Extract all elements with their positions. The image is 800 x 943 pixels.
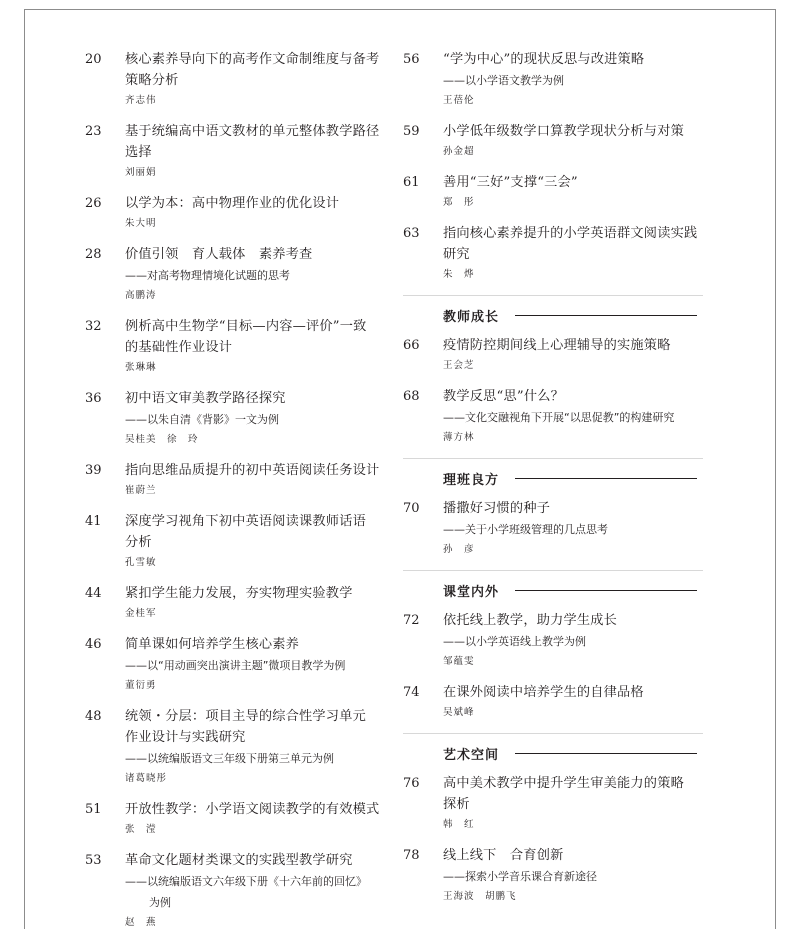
entry-body (125, 799, 385, 839)
article-author: 朱大明 (125, 218, 157, 229)
article-author: 高鹏涛 (125, 290, 157, 301)
article-author: 董衍勇 (125, 680, 157, 691)
article-title: 线上线下 合育创新 (443, 848, 564, 863)
section-rule (515, 478, 697, 479)
page-number: 23 (85, 124, 102, 139)
article-title: 统领・分层：项目主导的综合性学习单元 (125, 709, 366, 724)
article-author: 邹蕴雯 (443, 656, 475, 667)
article-subtitle: ——探索小学音乐课合育新途径 (443, 870, 597, 883)
article-author: 齐志伟 (125, 95, 157, 106)
entry-body (443, 49, 703, 110)
toc-entry (85, 511, 385, 572)
entry-body (125, 244, 385, 305)
article-title: 以学为本：高中物理作业的优化设计 (125, 196, 340, 211)
entry-body (125, 850, 385, 932)
article-title: 高中美术教学中提升学生审美能力的策略 (443, 776, 684, 791)
section-title: 教师成长 (443, 310, 500, 325)
article-author: 王蓓伦 (443, 95, 475, 106)
toc-entry (85, 193, 385, 233)
page-number: 53 (85, 853, 102, 868)
article-title: 疫情防控期间线上心理辅导的实施策略 (443, 338, 671, 353)
article-title: 探析 (443, 797, 470, 812)
page-number: 74 (403, 685, 420, 700)
article-author: 王会芝 (443, 360, 475, 371)
entry-body (125, 706, 385, 788)
article-subtitle: ——对高考物理情境化试题的思考 (125, 269, 290, 282)
article-title: 作业设计与实践研究 (125, 730, 246, 745)
toc-entry (403, 335, 703, 375)
toc-entry (85, 634, 385, 695)
article-title: 善用“三好”支撑“三会” (443, 175, 578, 190)
article-subtitle: ——以朱自清《背影》一文为例 (125, 413, 279, 426)
article-author: 张 滢 (125, 824, 157, 835)
entry-body (443, 845, 703, 906)
article-author: 孙 彦 (443, 544, 475, 555)
toc-entry (403, 498, 703, 559)
toc-entry (403, 682, 703, 722)
entry-body (443, 610, 703, 671)
page-number: 70 (403, 501, 420, 516)
article-author: 孙金超 (443, 146, 475, 157)
toc-entry (403, 610, 703, 671)
entry-body (443, 172, 703, 212)
article-title: 教学反思“思”什么？ (443, 389, 564, 404)
section-header (403, 570, 703, 608)
article-title: 的基础性作业设计 (125, 340, 233, 355)
article-author: 诸葛晓彤 (125, 773, 168, 784)
toc-entry (403, 172, 703, 212)
section-header (403, 295, 703, 333)
article-title: 初中语文审美教学路径探究 (125, 391, 286, 406)
entry-body (125, 193, 385, 233)
toc-entry (85, 49, 385, 110)
entry-body (443, 121, 703, 161)
toc-entry (85, 316, 385, 377)
toc-entry (85, 460, 385, 500)
entry-body (443, 223, 703, 284)
entry-body (125, 511, 385, 572)
article-author: 赵 燕 (125, 917, 157, 928)
article-subtitle: ——以“用动画突出演讲主题”微项目教学为例 (125, 659, 346, 672)
section-title: 艺术空间 (443, 748, 500, 763)
article-title: 依托线上教学，助力学生成长 (443, 613, 618, 628)
page-number: 26 (85, 196, 102, 211)
article-subtitle: ——文化交融视角下开展“以思促教”的构建研究 (443, 411, 675, 424)
article-title: 例析高中生物学“目标—内容—评价”一致 (125, 319, 367, 334)
page-number: 28 (85, 247, 102, 262)
toc-entry (85, 799, 385, 839)
article-subtitle: ——以小学英语线上教学为例 (443, 635, 586, 648)
page-number: 63 (403, 226, 420, 241)
article-author: 金桂军 (125, 608, 157, 619)
toc-entry (403, 223, 703, 284)
article-title: 策略分析 (125, 73, 179, 88)
entry-body (125, 388, 385, 449)
page-number: 59 (403, 124, 420, 139)
toc-entry (85, 121, 385, 182)
entry-body (125, 49, 385, 110)
entry-body (443, 335, 703, 375)
toc-entry (85, 244, 385, 305)
page-number: 78 (403, 848, 420, 863)
page-number: 32 (85, 319, 102, 334)
article-title: 深度学习视角下初中英语阅读课教师话语 (125, 514, 366, 529)
section-rule (515, 590, 697, 591)
article-title: 核心素养导向下的高考作文命制维度与备考 (125, 52, 380, 67)
toc-entry (403, 773, 703, 834)
article-author: 王海波 胡鹏飞 (443, 891, 517, 902)
article-title: 播撒好习惯的种子 (443, 501, 551, 516)
page-number: 51 (85, 802, 102, 817)
section-rule (515, 753, 697, 754)
article-author: 孔雪敏 (125, 557, 157, 568)
article-subtitle: 为例 (149, 896, 171, 909)
article-title: 革命文化题材类课文的实践型教学研究 (125, 853, 353, 868)
section-rule (515, 315, 697, 316)
article-title: 分析 (125, 535, 152, 550)
article-subtitle: ——以统编版语文六年级下册《十六年前的回忆》 (125, 875, 367, 888)
article-title: 在课外阅读中培养学生的自律品格 (443, 685, 644, 700)
article-subtitle: ——关于小学班级管理的几点思考 (443, 523, 608, 536)
article-title: 研究 (443, 247, 470, 262)
article-author: 郑 彤 (443, 197, 475, 208)
article-author: 韩 红 (443, 819, 475, 830)
article-author: 吴桂美 徐 玲 (125, 434, 199, 445)
toc-entry (403, 386, 703, 447)
article-title: 价值引领 育人载体 素养考查 (125, 247, 313, 262)
toc-entry (403, 49, 703, 110)
section-title: 理班良方 (443, 473, 500, 488)
page-number: 44 (85, 586, 102, 601)
page-number: 66 (403, 338, 420, 353)
entry-body (125, 121, 385, 182)
toc-entry (85, 388, 385, 449)
page-number: 56 (403, 52, 420, 67)
page-number: 72 (403, 613, 420, 628)
article-author: 张琳琳 (125, 362, 157, 373)
article-subtitle: ——以统编版语文三年级下册第三单元为例 (125, 752, 334, 765)
entry-body (125, 634, 385, 695)
section-header (403, 458, 703, 496)
toc-entry (85, 583, 385, 623)
page-number: 76 (403, 776, 420, 791)
section-header (403, 733, 703, 771)
entry-body (125, 316, 385, 377)
entry-body (443, 773, 703, 834)
article-title: 开放性教学：小学语文阅读教学的有效模式 (125, 802, 380, 817)
toc-entry (403, 845, 703, 906)
entry-body (443, 682, 703, 722)
article-author: 崔蔚兰 (125, 485, 157, 496)
page-number: 36 (85, 391, 102, 406)
article-title: 基于统编高中语文教材的单元整体教学路径 (125, 124, 380, 139)
toc-entry (85, 850, 385, 932)
article-title: 小学低年级数学口算教学现状分析与对策 (443, 124, 684, 139)
article-title: 选择 (125, 145, 152, 160)
article-title: 简单课如何培养学生核心素养 (125, 637, 300, 652)
page-number: 46 (85, 637, 102, 652)
article-author: 薄方林 (443, 432, 475, 443)
article-title: 紧扣学生能力发展，夯实物理实验教学 (125, 586, 353, 601)
toc-left-column (85, 49, 385, 943)
toc-entry (403, 121, 703, 161)
entry-body (125, 583, 385, 623)
page-number: 48 (85, 709, 102, 724)
section-title: 课堂内外 (443, 585, 500, 600)
article-author: 吴斌峰 (443, 707, 475, 718)
entry-body (125, 460, 385, 500)
toc-entry (85, 706, 385, 788)
article-title: “学为中心”的现状反思与改进策略 (443, 52, 645, 67)
article-subtitle: ——以小学语文教学为例 (443, 74, 564, 87)
page-number: 61 (403, 175, 420, 190)
page-number: 39 (85, 463, 102, 478)
article-title: 指向核心素养提升的小学英语群文阅读实践 (443, 226, 698, 241)
page-number: 41 (85, 514, 102, 529)
entry-body (443, 386, 703, 447)
article-author: 朱 烨 (443, 269, 475, 280)
toc-right-column (403, 49, 703, 917)
article-author: 刘丽娟 (125, 167, 157, 178)
page-number: 20 (85, 52, 102, 67)
entry-body (443, 498, 703, 559)
page-number: 68 (403, 389, 420, 404)
article-title: 指向思维品质提升的初中英语阅读任务设计 (125, 463, 380, 478)
